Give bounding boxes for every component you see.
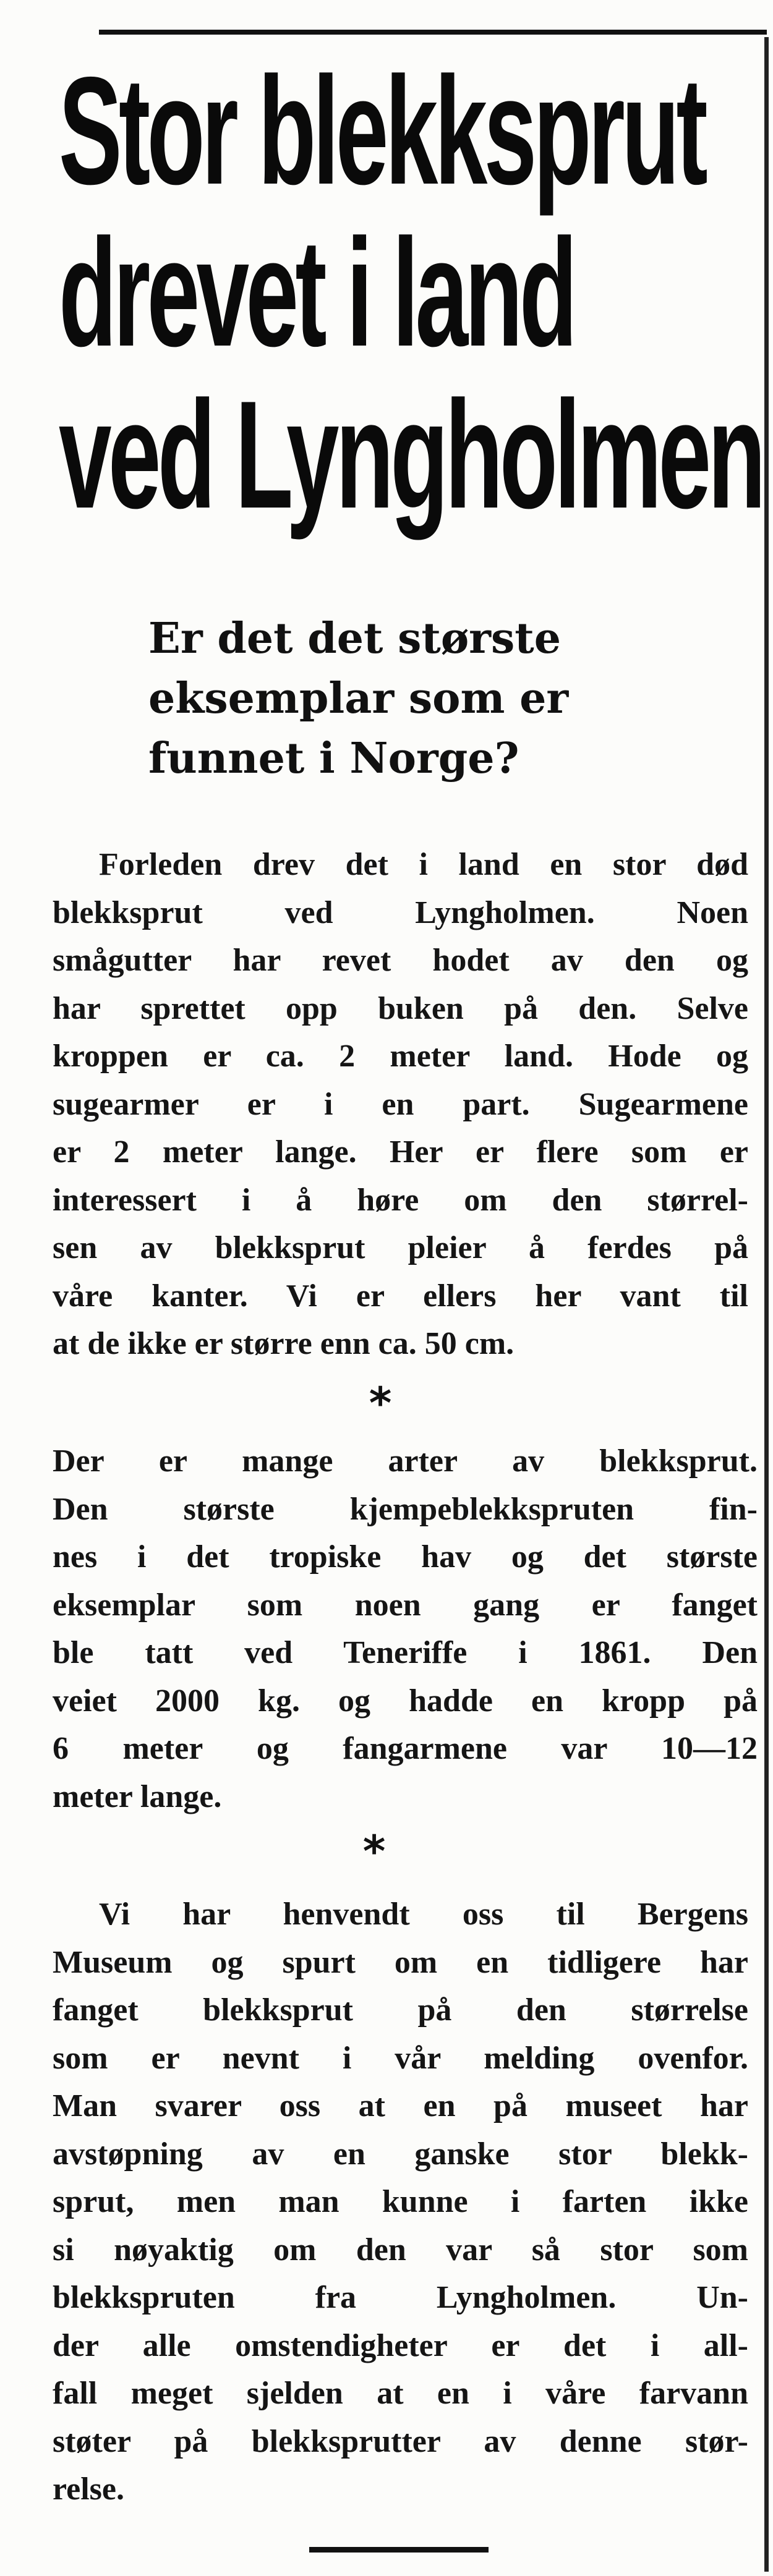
text-line: Man svarer oss at en på museet har [53,2088,748,2123]
text-line: støter på blekksprutter av denne stør- [53,2423,748,2459]
headline-line: drevet i land [59,206,574,378]
text-line: våre kanter. Vi er ellers her vant til [53,1278,748,1314]
subheadline-line: funnet i Norge? [148,734,519,783]
text-line: fanget blekksprut på den størrelse [53,1992,748,2028]
text-line: blekkspruten fra Lyngholmen. Un- [53,2280,748,2315]
end-rule [309,2547,489,2553]
text-line: relse. [53,2472,124,2507]
text-line: blekksprut ved Lyngholmen. Noen [53,895,748,930]
text-line: Vi har henvendt oss til Bergens [99,1897,748,1932]
text-line: har sprettet opp buken på den. Selve [53,990,748,1026]
text-line: at de ikke er større enn ca. 50 cm. [53,1326,515,1361]
text-line: nes i det tropiske hav og det største [53,1539,758,1575]
text-line: avstøpning av en ganske stor blekk- [53,2136,748,2172]
text-line: er 2 meter lange. Her er flere som er [53,1134,748,1170]
headline-line: ved Lyngholmen [59,368,762,540]
text-line: ble tatt ved Teneriffe i 1861. Den [53,1635,758,1670]
top-rule [99,30,767,35]
subheadline [148,609,705,789]
text-line: Museum og spurt om en tidligere har [53,1944,748,1980]
text-line: som er nevnt i vår melding ovenfor. [53,2040,748,2076]
text-line: kroppen er ca. 2 meter land. Hode og [53,1039,748,1074]
text-line: Der er mange arter av blekksprut. [53,1443,758,1479]
subheadline-line: Er det det største [148,614,561,663]
text-line: interessert i å høre om den størrel- [53,1182,748,1218]
asterisk-separator: * [369,1378,392,1429]
text-line: meter lange. [53,1779,222,1814]
headline-line: Stor blekksprut [59,45,705,216]
paragraph-1 [53,841,748,1368]
asterisk-separator: * [362,1826,386,1877]
text-line: eksemplar som noen gang er fanget [53,1587,758,1623]
text-line: veiet 2000 kg. og hadde en kropp på [53,1683,758,1719]
text-line: 6 meter og fangarmene var 10—12 [53,1731,758,1766]
text-line: fall meget sjelden at en i våre farvann [53,2376,748,2411]
text-line: der alle omstendigheter er det i all- [53,2327,748,2363]
paragraph-3 [53,1890,748,2514]
text-line: si nøyaktig om den var så stor som [53,2232,748,2268]
text-line: sugearmer er i en part. Sugearmene [53,1086,748,1122]
text-line: sen av blekksprut pleier å ferdes på [53,1230,748,1265]
subheadline-line: eksemplar som er [148,674,569,723]
column-rule [764,37,769,2572]
text-line: Forleden drev det i land en stor død [99,847,748,882]
text-line: smågutter har revet hodet av den og [53,943,748,978]
paragraph-2 [53,1437,758,1821]
text-line: Den største kjempeblekkspruten fin- [53,1491,758,1527]
headline [59,45,762,540]
text-line: sprut, men man kunne i farten ikke [53,2184,748,2219]
